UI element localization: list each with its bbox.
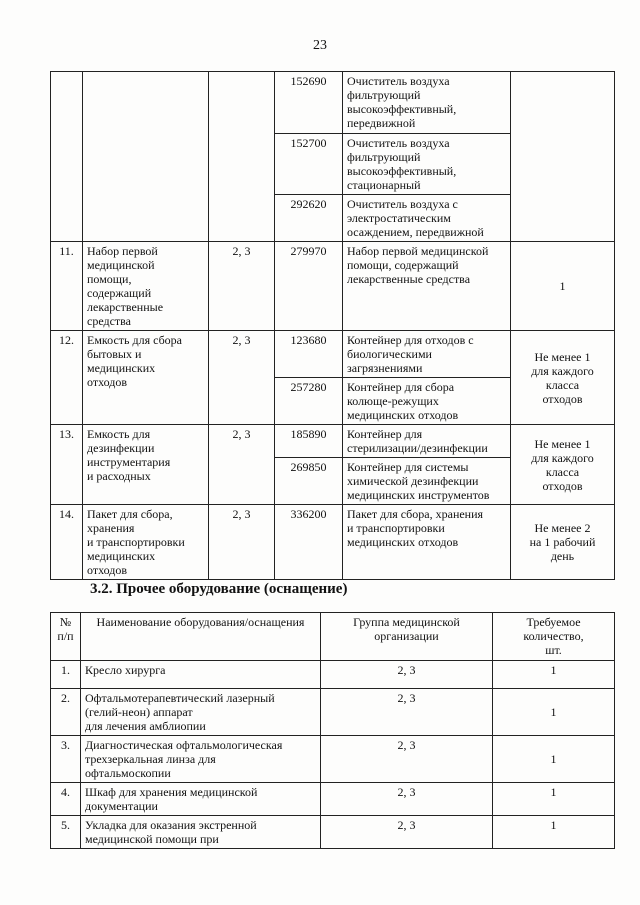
other-equipment-table [50,612,615,849]
table-row [51,816,615,849]
table-row [51,242,615,331]
qty-cell: 1 [493,736,615,783]
code-cell: 123680 [275,331,343,378]
page-number: 23 [313,38,327,53]
name-cell: Контейнер для сбора колюще-режущих медицинских отходов [343,378,511,425]
qty-cell: 1 [493,783,615,816]
name-cell: Шкаф для хранения медицинской документации [81,783,321,816]
name-cell: Кресло хирурга [81,661,321,689]
table-row [51,661,615,689]
code-cell: 336200 [275,505,343,580]
code-cell: 152700 [275,134,343,195]
num-cell: 5. [51,816,81,849]
section-title: 3.2. Прочее оборудование (оснащение) [90,581,348,597]
table-row [51,72,615,134]
group-cell: 2, 3 [209,242,275,331]
name-cell: Очиститель воздуха фильтрующий высокоэффективный, стационарный [343,134,511,195]
name-cell: Очиститель воздуха с электростатическим осаждением, передвижной [343,195,511,242]
title-cell: Набор первой медицинской помощи, содержащий лекарственные средства [83,242,209,331]
group-cell [209,72,275,242]
header-row [51,613,615,661]
code-cell: 257280 [275,378,343,425]
group-cell: 2, 3 [209,331,275,425]
name-cell: Диагностическая офтальмологическая трехзеркальная линза для офтальмоскопии [81,736,321,783]
code-cell: 152690 [275,72,343,134]
table-row [51,736,615,783]
table-row [51,505,615,580]
group-cell: 2, 3 [321,816,493,849]
name-cell: Контейнер для отходов с биологическими загрязнениями [343,331,511,378]
header-name: Наименование оборудования/оснащения [81,613,321,661]
num-cell: 14. [51,505,83,580]
code-cell: 269850 [275,458,343,505]
code-cell: 292620 [275,195,343,242]
num-cell: 2. [51,689,81,736]
table-row [51,783,615,816]
header-qty: Требуемое количество, шт. [493,613,615,661]
num-cell: 3. [51,736,81,783]
group-cell: 2, 3 [209,505,275,580]
qty-cell: 1 [493,689,615,736]
group-cell: 2, 3 [321,783,493,816]
num-cell [51,72,83,242]
qty-cell: Не менее 1 для каждого класса отходов [511,425,615,505]
name-cell: Контейнер для стерилизации/дезинфекции [343,425,511,458]
name-cell: Набор первой медицинской помощи, содержащий лекарственные средства [343,242,511,331]
group-cell: 2, 3 [321,689,493,736]
num-cell: 4. [51,783,81,816]
num-cell: 12. [51,331,83,425]
qty-cell: 1 [493,816,615,849]
name-cell: Контейнер для системы химической дезинфекции медицинских инструментов [343,458,511,505]
qty-cell: 1 [493,661,615,689]
group-cell: 2, 3 [321,661,493,689]
name-cell: Укладка для оказания экстренной медицинской помощи при [81,816,321,849]
name-cell: Пакет для сбора, хранения и транспортировки медицинских отходов [343,505,511,580]
qty-cell: Не менее 1 для каждого класса отходов [511,331,615,425]
code-cell: 185890 [275,425,343,458]
num-cell: 11. [51,242,83,331]
name-cell: Офтальмотерапевтический лазерный (гелий-неон) аппарат для лечения амблиопии [81,689,321,736]
title-cell: Емкость для сбора бытовых и медицинских отходов [83,331,209,425]
group-cell: 2, 3 [321,736,493,783]
code-cell: 279970 [275,242,343,331]
header-num: № п/п [51,613,81,661]
num-cell: 1. [51,661,81,689]
title-cell: Емкость для дезинфекции инструментария и расходных [83,425,209,505]
num-cell: 13. [51,425,83,505]
title-cell [83,72,209,242]
table-row [51,331,615,378]
equipment-table-continued [50,71,615,580]
header-group: Группа медицинской организации [321,613,493,661]
table-row [51,689,615,736]
qty-cell: 1 [511,242,615,331]
title-cell: Пакет для сбора, хранения и транспортировки медицинских отходов [83,505,209,580]
qty-cell: Не менее 2 на 1 рабочий день [511,505,615,580]
qty-cell [511,72,615,242]
table-row [51,425,615,458]
name-cell: Очиститель воздуха фильтрующий высокоэффективный, передвижной [343,72,511,134]
group-cell: 2, 3 [209,425,275,505]
